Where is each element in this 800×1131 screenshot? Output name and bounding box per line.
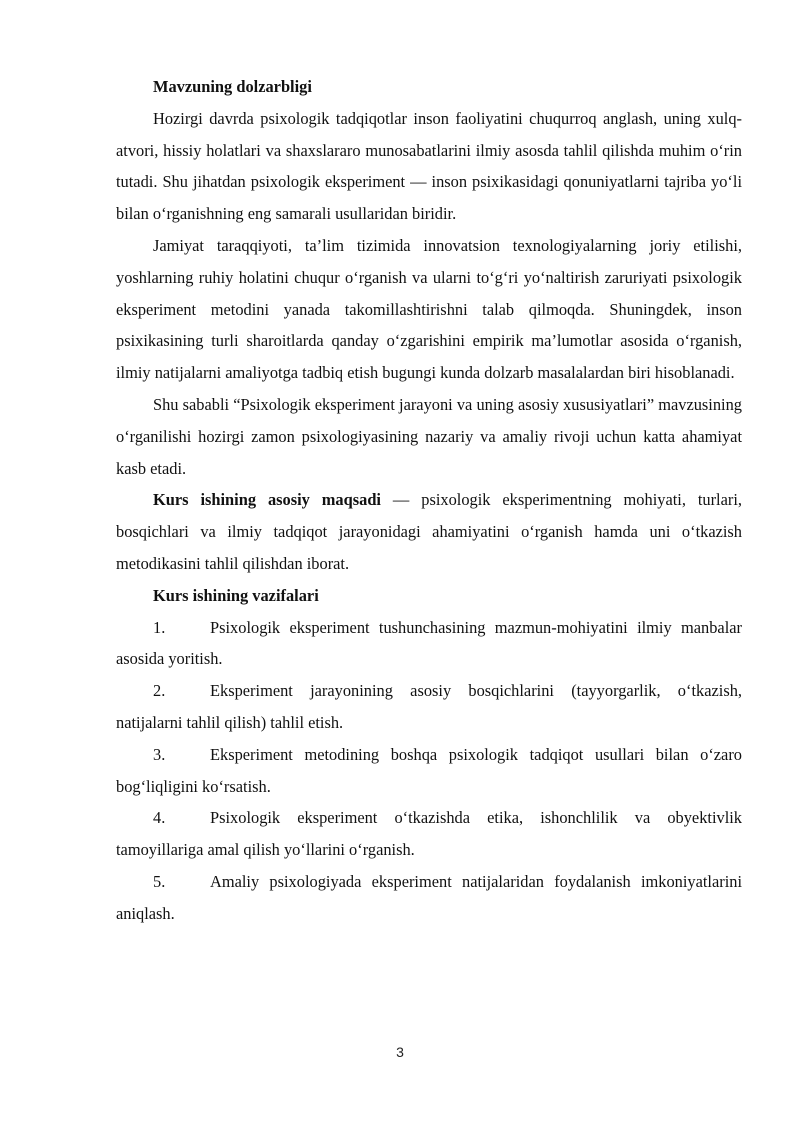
task-text: Eksperiment jarayonining asosiy bosqichlarini (tayyorgarlik, o‘tkazish, natijalarni tahlil qilish) tahlil etish. <box>116 681 742 732</box>
task-item-1 <box>116 612 742 676</box>
task-item-3 <box>116 739 742 803</box>
task-number: 1. <box>153 617 166 637</box>
task-text: Psixologik eksperiment tushunchasining mazmun-mohiyatini ilmiy manbalar asosida yoritish. <box>116 617 742 669</box>
task-text: Eksperiment metodining boshqa psixologik tadqiqot usullari bilan o‘zaro bog‘liqligini ko‘rsatish. <box>116 744 742 796</box>
goal-label: Kurs ishining asosiy maqsadi <box>153 490 381 510</box>
task-item-2 <box>116 675 742 739</box>
page-number: 3 <box>396 1044 404 1060</box>
task-number: 5. <box>153 871 166 891</box>
paragraph-3: Shu sababli “Psixologik eksperiment jarayoni va uning asosiy xususiyatlari” mavzusining o‘rganilishi hozirgi zamon psixologiyasining nazariy va amaliy rivoji uchun katta ahamiyat kasb etadi. <box>116 394 742 478</box>
section-heading-tasks: Kurs ishining vazifalari <box>153 585 319 605</box>
task-item-5 <box>116 866 742 930</box>
task-text: Amaliy psixologiyada eksperiment natijalaridan foydalanish imkoniyatlarini aniqlash. <box>116 871 742 923</box>
goal-paragraph <box>116 484 742 579</box>
task-number: 3. <box>153 744 166 764</box>
task-item-4 <box>116 802 742 866</box>
task-number: 4. <box>153 808 166 828</box>
document-page <box>116 71 742 930</box>
paragraph-2: Jamiyat taraqqiyoti, ta’lim tizimida innovatsion texnologiyalarning joriy etilishi, yoshlarning ruhiy holatini chuqur o‘rganish va ularni to‘g‘ri yo‘naltirish zaruriyati psixologik eksperiment metodini yanada takomillashtirishni talab qilmoqda. Shuningdek, inson psixikasining turli sharoitlarda qanday o‘zgarishini empirik ma’lumotlar asosida o‘rganish, ilmiy natijalarni amaliyotga tadbiq etish bugungi kunda dolzarb masalalardan biri hisoblanadi. <box>116 235 742 383</box>
section-heading-relevance: Mavzuning dolzarbligi <box>153 77 312 96</box>
goal-text: — psixologik eksperimentning mohiyati, turlari, bosqichlari va ilmiy tadqiqot jarayonidagi ahamiyatini o‘rganish hamda uni o‘tkazish metodikasini tahlil qilishdan iborat. <box>116 490 743 573</box>
task-text: Psixologik eksperiment o‘tkazishda etika, ishonchlilik va obyektivlik tamoyillariga amal qilish yo‘llarini o‘rganish. <box>116 808 742 860</box>
task-number: 2. <box>153 681 166 701</box>
paragraph-1: Hozirgi davrda psixologik tadqiqotlar inson faoliyatini chuqurroq anglash, uning xulq-atvori, hissiy holatlari va shaxslararo munosabatlarini ilmiy asosda tahlil qilishda muhim o‘rin tutadi. Shu jihatdan psixologik eksperiment — inson psixikasidagi qonuniyatlarni tajriba yo‘li bilan o‘rganishning eng samarali usullaridan biridir. <box>116 108 742 224</box>
